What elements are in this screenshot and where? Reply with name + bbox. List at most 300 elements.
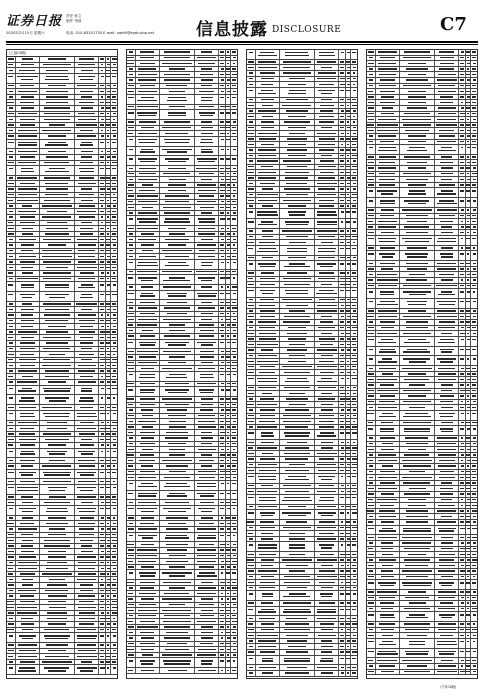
table-cell [7,117,16,122]
table-cell [127,249,136,254]
illegible-text [249,155,253,156]
illegible-text [352,290,356,291]
table-cell [195,527,219,532]
table-cell [367,50,376,55]
table-cell [351,408,357,413]
table-cell [280,430,315,439]
illegible-text [79,433,95,434]
table-cell [351,165,357,170]
illegible-text [107,284,110,285]
illegible-text [42,256,72,257]
illegible-text [283,67,310,68]
illegible-text [282,559,311,560]
illegible-text [233,139,236,140]
table-cell [367,89,376,94]
illegible-text [137,218,158,219]
illegible-text [201,626,213,627]
table-cell [160,110,195,119]
table-cell [40,215,75,220]
table-cell [75,561,99,566]
table-cell [247,277,256,282]
illegible-text [467,162,470,163]
illegible-text [198,277,215,278]
illegible-text [347,565,349,566]
table-cell [247,537,256,542]
illegible-text [460,130,464,131]
table-cell [75,277,99,282]
table-cell [40,277,75,282]
table-cell [256,142,280,147]
table-cell [247,148,256,153]
illegible-text [164,212,191,213]
table-cell [219,291,226,300]
table-row [247,209,357,219]
table-cell [219,408,226,413]
illegible-text [340,127,344,128]
table-cell [471,61,477,66]
table-cell [256,320,280,325]
table-cell [160,430,195,435]
table-cell [75,495,99,500]
illegible-text [284,188,311,189]
table-cell [351,65,357,70]
illegible-text [340,230,344,231]
illegible-text [347,576,350,577]
illegible-text [163,621,191,622]
illegible-text [18,135,37,136]
illegible-text [8,200,13,201]
illegible-text [262,393,272,394]
illegible-text [8,76,13,77]
table-cell [111,583,117,588]
illegible-text [220,477,224,478]
illegible-text [233,168,236,169]
table-cell [315,484,339,489]
illegible-text [47,428,67,429]
illegible-text [18,390,36,391]
illegible-text [8,545,15,546]
illegible-text [248,497,255,498]
illegible-text [138,115,156,116]
table-cell [160,653,195,658]
illegible-text [472,96,476,97]
illegible-text [227,454,230,455]
table-cell [195,542,219,547]
table-cell [195,300,219,305]
table-cell [339,386,346,391]
illegible-text [77,508,97,509]
table-cell [351,586,357,591]
table-cell [136,328,160,333]
table-cell [339,120,346,125]
table-cell [247,82,256,87]
table-cell [231,647,237,652]
illegible-text [353,409,356,410]
illegible-text [258,321,276,322]
table-cell [219,147,226,156]
table-cell [195,226,219,231]
illegible-text [46,331,68,332]
table-cell [231,453,237,458]
table-cell [111,265,117,270]
table-cell [111,282,117,291]
illegible-text [113,523,116,524]
illegible-text [47,618,67,619]
table-cell [219,668,226,673]
illegible-text [352,155,357,156]
illegible-text [112,433,116,434]
illegible-text [8,534,15,535]
illegible-text [461,107,464,108]
illegible-text [380,141,394,142]
illegible-text [233,637,236,638]
table-cell [111,307,117,312]
illegible-text [340,172,344,173]
table-cell [459,112,466,117]
illegible-text [107,96,110,97]
illegible-text [340,194,345,195]
illegible-text [127,63,134,64]
table-cell [136,131,160,136]
illegible-text [220,465,224,466]
table-cell [195,430,219,435]
illegible-text [346,90,350,91]
illegible-text [408,102,427,103]
table-cell [136,653,160,658]
illegible-text [289,547,305,548]
table-cell [99,57,106,62]
table-cell [40,112,75,117]
table-cell [351,219,357,228]
table-cell [7,243,16,248]
illegible-text [352,149,356,150]
table-cell [315,628,339,633]
illegible-text [340,404,344,405]
table-cell [7,187,16,192]
table-cell [247,510,256,519]
illegible-text [232,133,236,134]
illegible-text [198,161,214,162]
illegible-text [260,72,276,73]
table-cell [351,288,357,297]
illegible-text [221,637,224,638]
illegible-text [128,654,134,655]
illegible-text [248,290,255,291]
illegible-text [440,96,453,97]
illegible-text [261,609,274,610]
illegible-text [261,538,273,539]
illegible-text [169,277,185,278]
illegible-text [129,158,133,159]
illegible-text [18,151,37,152]
illegible-text [8,433,14,434]
illegible-text [249,658,254,659]
illegible-text [162,271,192,272]
illegible-text [100,359,105,360]
table-cell [247,77,256,82]
illegible-text [140,404,156,405]
table-cell [231,260,237,269]
table-cell [256,229,280,234]
illegible-text [138,493,157,494]
illegible-text [107,309,110,310]
illegible-text [353,593,356,594]
table-cell [219,464,226,469]
illegible-text [282,512,311,513]
illegible-text [226,302,229,303]
illegible-text [257,214,278,215]
illegible-text [106,267,110,268]
table-cell [7,176,16,181]
table-cell [315,235,339,240]
illegible-text [80,590,93,591]
table-cell [7,95,16,100]
illegible-text [9,216,14,217]
table-cell [111,572,117,577]
table-cell [99,358,106,363]
table-cell [315,303,339,308]
illegible-text [226,158,229,159]
illegible-text [248,278,253,279]
illegible-text [127,454,134,455]
table-cell [339,607,346,616]
table-cell [351,120,357,125]
illegible-text [233,233,236,234]
illegible-text [18,211,36,212]
illegible-text [232,398,237,399]
illegible-text [402,119,431,120]
table-cell [136,232,160,237]
illegible-text [8,233,14,234]
illegible-text [106,496,110,497]
table-cell [459,117,466,122]
table-cell [219,506,226,515]
illegible-text [352,485,356,486]
illegible-text [107,579,110,580]
table-cell [256,271,280,276]
illegible-text [340,321,344,322]
table-cell [111,63,117,68]
table-cell [40,495,75,500]
illegible-text [45,171,70,172]
table-cell [136,447,160,452]
table-cell [7,533,16,538]
table-cell [16,123,40,128]
illegible-text [220,63,225,64]
table-cell [247,331,256,336]
illegible-text [48,670,66,671]
table-cell [127,372,136,381]
table-cell [339,558,346,563]
illegible-text [340,278,345,279]
illegible-text [353,629,356,630]
table-cell [111,633,117,642]
table-cell [127,78,136,83]
table-cell [7,319,16,324]
illegible-text [80,297,93,298]
table-cell [40,538,75,543]
table-cell [136,591,160,596]
table-cell [315,77,339,82]
table-cell [160,200,195,205]
table-cell [136,243,160,248]
illegible-text [45,590,68,591]
table-cell [280,142,315,147]
illegible-text [200,207,214,208]
illegible-text [100,85,103,86]
table-cell [280,71,315,76]
table-cell [160,126,195,131]
table-cell [315,365,339,370]
illegible-text [321,316,332,317]
illegible-text [220,615,224,616]
illegible-text [288,506,306,507]
table-cell [7,358,16,363]
table-cell [351,505,357,510]
illegible-text [100,113,104,114]
table-cell [231,458,237,463]
table-cell [99,665,106,674]
illegible-text [407,162,426,163]
illegible-text [283,321,310,322]
table-cell [471,155,477,160]
table-cell [351,314,357,319]
table-cell [7,516,16,521]
table-cell [219,636,226,641]
illegible-text [261,533,273,534]
illegible-text [226,356,229,357]
illegible-text [113,623,116,624]
illegible-text [261,602,273,603]
illegible-text [139,593,156,594]
table-cell [7,123,16,128]
table-cell [136,355,160,360]
illegible-text [167,549,187,550]
illegible-text [221,139,224,140]
illegible-text [286,110,307,111]
illegible-text [169,421,186,422]
illegible-text [107,272,109,273]
table-cell [7,313,16,318]
illegible-text [346,305,350,306]
illegible-text [321,67,332,68]
table-cell [136,430,160,435]
table-cell [280,656,315,665]
table-cell [315,601,339,606]
table-cell [136,642,160,647]
illegible-text [259,500,276,501]
illegible-text [318,236,335,237]
illegible-text [22,58,34,59]
illegible-text [112,376,116,377]
illegible-text [248,349,254,350]
illegible-text [17,278,37,279]
table-cell [111,628,117,633]
table-cell [75,566,99,571]
illegible-text [139,221,156,222]
illegible-text [248,133,254,134]
illegible-text [346,398,350,399]
table-cell [400,106,435,111]
table-cell [247,71,256,76]
table-cell [111,313,117,318]
table-cell [127,481,136,490]
illegible-text [232,432,236,433]
illegible-text [45,397,70,398]
illegible-text [138,201,157,202]
table-cell [219,591,226,596]
illegible-text [129,74,134,75]
illegible-text [44,119,70,120]
table-cell [339,77,346,82]
illegible-text [347,544,350,545]
illegible-text [460,79,464,80]
illegible-text [369,74,374,75]
illegible-text [289,570,305,571]
table-cell [136,312,160,317]
illegible-text [107,370,110,371]
illegible-text [168,161,186,162]
illegible-text [341,491,344,492]
table-cell [376,67,400,72]
illegible-text [80,540,93,541]
table-cell [195,597,219,602]
illegible-text [221,517,224,518]
illegible-text [353,200,356,201]
table-cell [339,126,346,131]
illegible-text [113,320,116,321]
illegible-text [437,141,456,142]
table-row [127,491,237,501]
illegible-text [78,568,95,569]
illegible-text [261,559,274,560]
illegible-text [48,623,65,624]
illegible-text [101,422,104,423]
illegible-text [227,523,230,524]
illegible-text [340,188,343,189]
table-cell [351,109,357,114]
illegible-text [282,105,311,106]
illegible-text [340,166,344,167]
illegible-text [9,326,13,327]
table-cell [16,232,40,237]
table-cell [160,328,195,333]
table-cell [256,309,280,314]
illegible-text [227,244,230,245]
table-cell [315,633,339,638]
table-cell [315,131,339,136]
illegible-text [353,133,356,134]
illegible-text [113,244,116,245]
table-cell [195,183,219,188]
table-cell [231,84,237,89]
illegible-text [318,278,335,279]
illegible-text [18,644,37,645]
illegible-text [17,487,37,488]
illegible-text [248,442,254,443]
table-cell [459,100,466,105]
illegible-text [8,444,13,445]
table-cell [231,291,237,300]
table-cell [339,103,346,108]
table-cell [351,489,357,494]
table-cell [195,89,219,94]
table-cell [75,198,99,203]
table-cell [99,187,106,192]
table-cell [339,82,346,87]
illegible-text [7,523,14,524]
table-cell [16,330,40,335]
